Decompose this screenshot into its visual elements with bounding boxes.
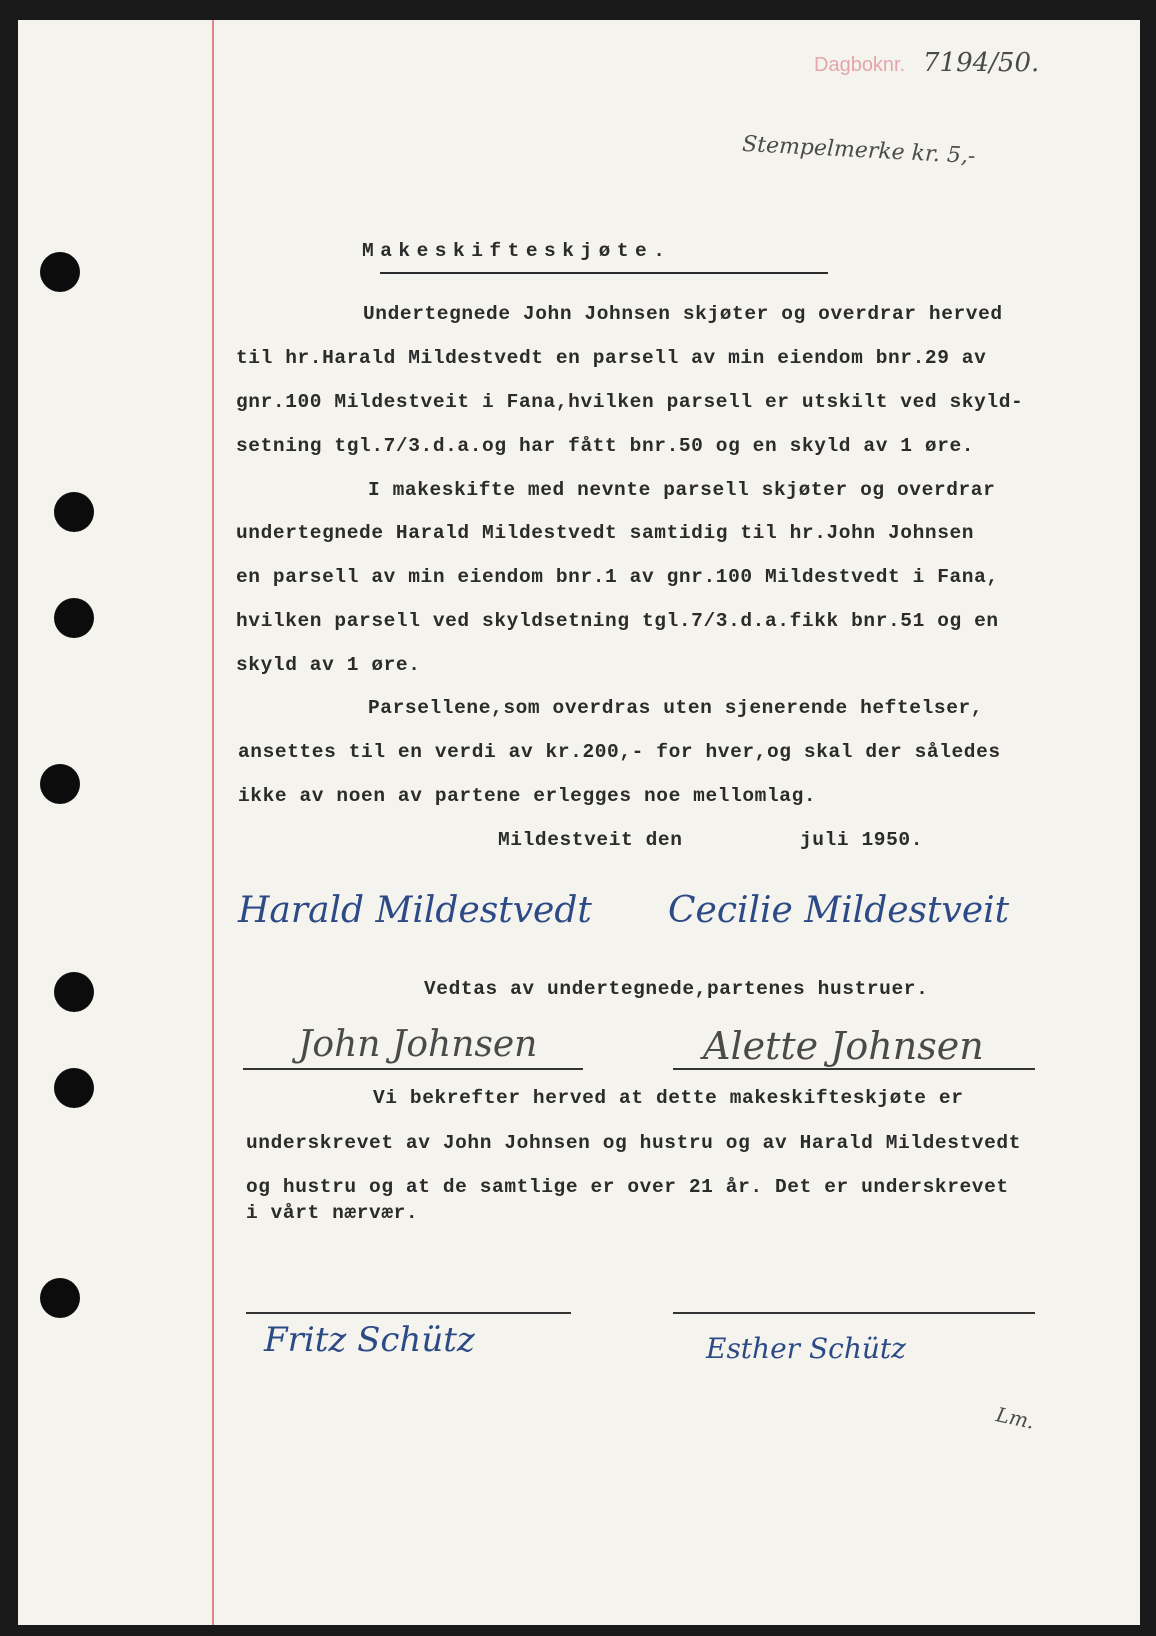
body-line: setning tgl.7/3.d.a.og har fått bnr.50 og en skyld av 1 øre. <box>236 435 975 457</box>
place-line: Mildestveit den <box>498 829 683 851</box>
punch-hole <box>54 972 94 1012</box>
diary-number: 7194/50. <box>923 48 1040 78</box>
witness-line: i vårt nærvær. <box>246 1202 419 1224</box>
initials: Lm. <box>993 1402 1037 1434</box>
body-line: til hr.Harald Mildestvedt en parsell av min eiendom bnr.29 av <box>236 347 987 369</box>
stamp-duty-note: Stempelmerke kr. 5,- <box>741 131 977 170</box>
signature-line <box>673 1312 1035 1314</box>
margin-rule <box>212 20 214 1625</box>
wives-consent-line: Vedtas av undertegnede,partenes hustruer. <box>424 978 929 1000</box>
signature-john: John Johnsen <box>298 1024 538 1065</box>
punch-hole <box>54 1068 94 1108</box>
body-line: gnr.100 Mildestveit i Fana,hvilken parsell er utskilt ved skyld- <box>236 391 1024 413</box>
signature-cecilie: Cecilie Mildestveit <box>668 890 1010 931</box>
signature-line <box>243 1068 583 1070</box>
diary-stamp-label: Dagboknr. <box>814 54 906 76</box>
body-line: hvilken parsell ved skyldsetning tgl.7/3.d.a.fikk bnr.51 og en <box>236 610 999 632</box>
title-underline <box>380 272 828 274</box>
date-line: juli 1950. <box>800 829 924 851</box>
punch-hole <box>40 764 80 804</box>
body-line: Parsellene,som overdras uten sjenerende heftelser, <box>368 697 984 719</box>
witness-line: Vi bekrefter herved at dette makeskifteskjøte er <box>373 1087 964 1109</box>
punch-hole <box>54 598 94 638</box>
signature-fritz: Fritz Schütz <box>264 1320 475 1360</box>
signature-line <box>246 1312 571 1314</box>
body-line: ansettes til en verdi av kr.200,- for hver,og skal der således <box>238 741 1001 763</box>
witness-line: underskrevet av John Johnsen og hustru og av Harald Mildestvedt <box>246 1132 1022 1154</box>
body-line: undertegnede Harald Mildestvedt samtidig til hr.John Johnsen <box>236 522 975 544</box>
punch-hole <box>40 1278 80 1318</box>
body-line: ikke av noen av partene erlegges noe mellomlag. <box>238 785 817 807</box>
signature-harald: Harald Mildestvedt <box>238 890 592 931</box>
signature-line <box>673 1068 1035 1070</box>
body-line: en parsell av min eiendom bnr.1 av gnr.100 Mildestvedt i Fana, <box>236 566 999 588</box>
punch-hole <box>40 252 80 292</box>
body-line: I makeskifte med nevnte parsell skjøter og overdrar <box>368 479 996 501</box>
witness-line: og hustru og at de samtlige er over 21 år. Det er underskrevet <box>246 1176 1009 1198</box>
document-title: Makeskifteskjøte. <box>362 240 672 262</box>
signature-esther: Esther Schütz <box>706 1332 906 1365</box>
body-line: skyld av 1 øre. <box>236 654 421 676</box>
document-page <box>18 20 1140 1625</box>
signature-alette: Alette Johnsen <box>703 1024 984 1068</box>
body-line: Undertegnede John Johnsen skjøter og overdrar herved <box>363 303 1003 325</box>
punch-hole <box>54 492 94 532</box>
